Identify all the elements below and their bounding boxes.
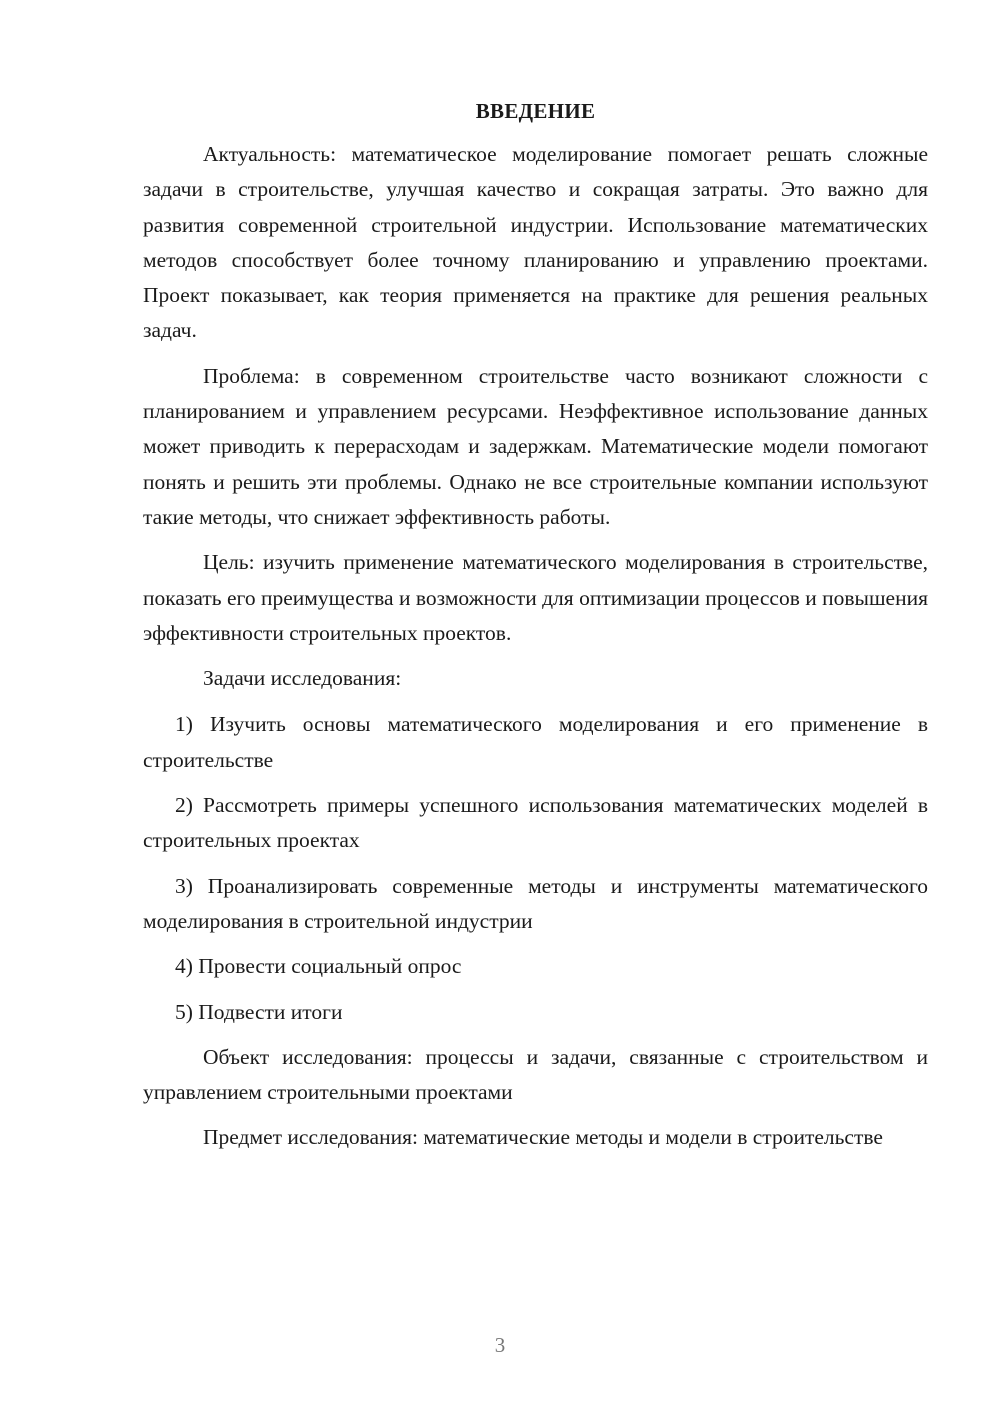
task-item-4: 4) Провести социальный опрос <box>175 954 462 979</box>
tasks-heading: Задачи исследования: <box>203 666 402 691</box>
paragraph-relevance: Актуальность: математическое моделирование помогает решать сложные задачи в строительстве, улучшая качество и сокращая затраты. Это важно для развития современной строительной индустрии. Использование математических методов способствует более точному планированию и управлению проектами. Проект показывает, как теория применяется на практике для решения реальных задач. <box>143 142 928 343</box>
document-page <box>143 96 928 1166</box>
paragraph-subject: Предмет исследования: математические методы и модели в строительстве <box>203 1125 883 1150</box>
task-item-5: 5) Подвести итоги <box>175 999 343 1024</box>
page-title: ВВЕДЕНИЕ <box>475 99 596 123</box>
page-number: 3 <box>494 1333 506 1357</box>
paragraph-goal: Цель: изучить применение математического моделирования в строительстве, показать его преимущества и возможности для оптимизации процессов и повышения эффективности строительных проектов. <box>143 550 928 645</box>
task-item-1: 1) Изучить основы математического моделирования и его применение в строительстве <box>143 712 928 772</box>
paragraph-problem: Проблема: в современном строительстве часто возникают сложности с планированием и управлением ресурсами. Неэффективное использование данных может приводить к перерасходам и задержкам. Математические модели помогают понять и решить эти проблемы. Однако не все строительные компании используют такие методы, что снижает эффективность работы. <box>143 363 928 529</box>
task-item-2: 2) Рассмотреть примеры успешного использования математических моделей в строительных проектах <box>143 793 928 853</box>
paragraph-object: Объект исследования: процессы и задачи, связанные с строительством и управлением строительными проектами <box>143 1044 928 1105</box>
task-item-3: 3) Проанализировать современные методы и инструменты математического моделирования в строительной индустрии <box>143 873 928 933</box>
